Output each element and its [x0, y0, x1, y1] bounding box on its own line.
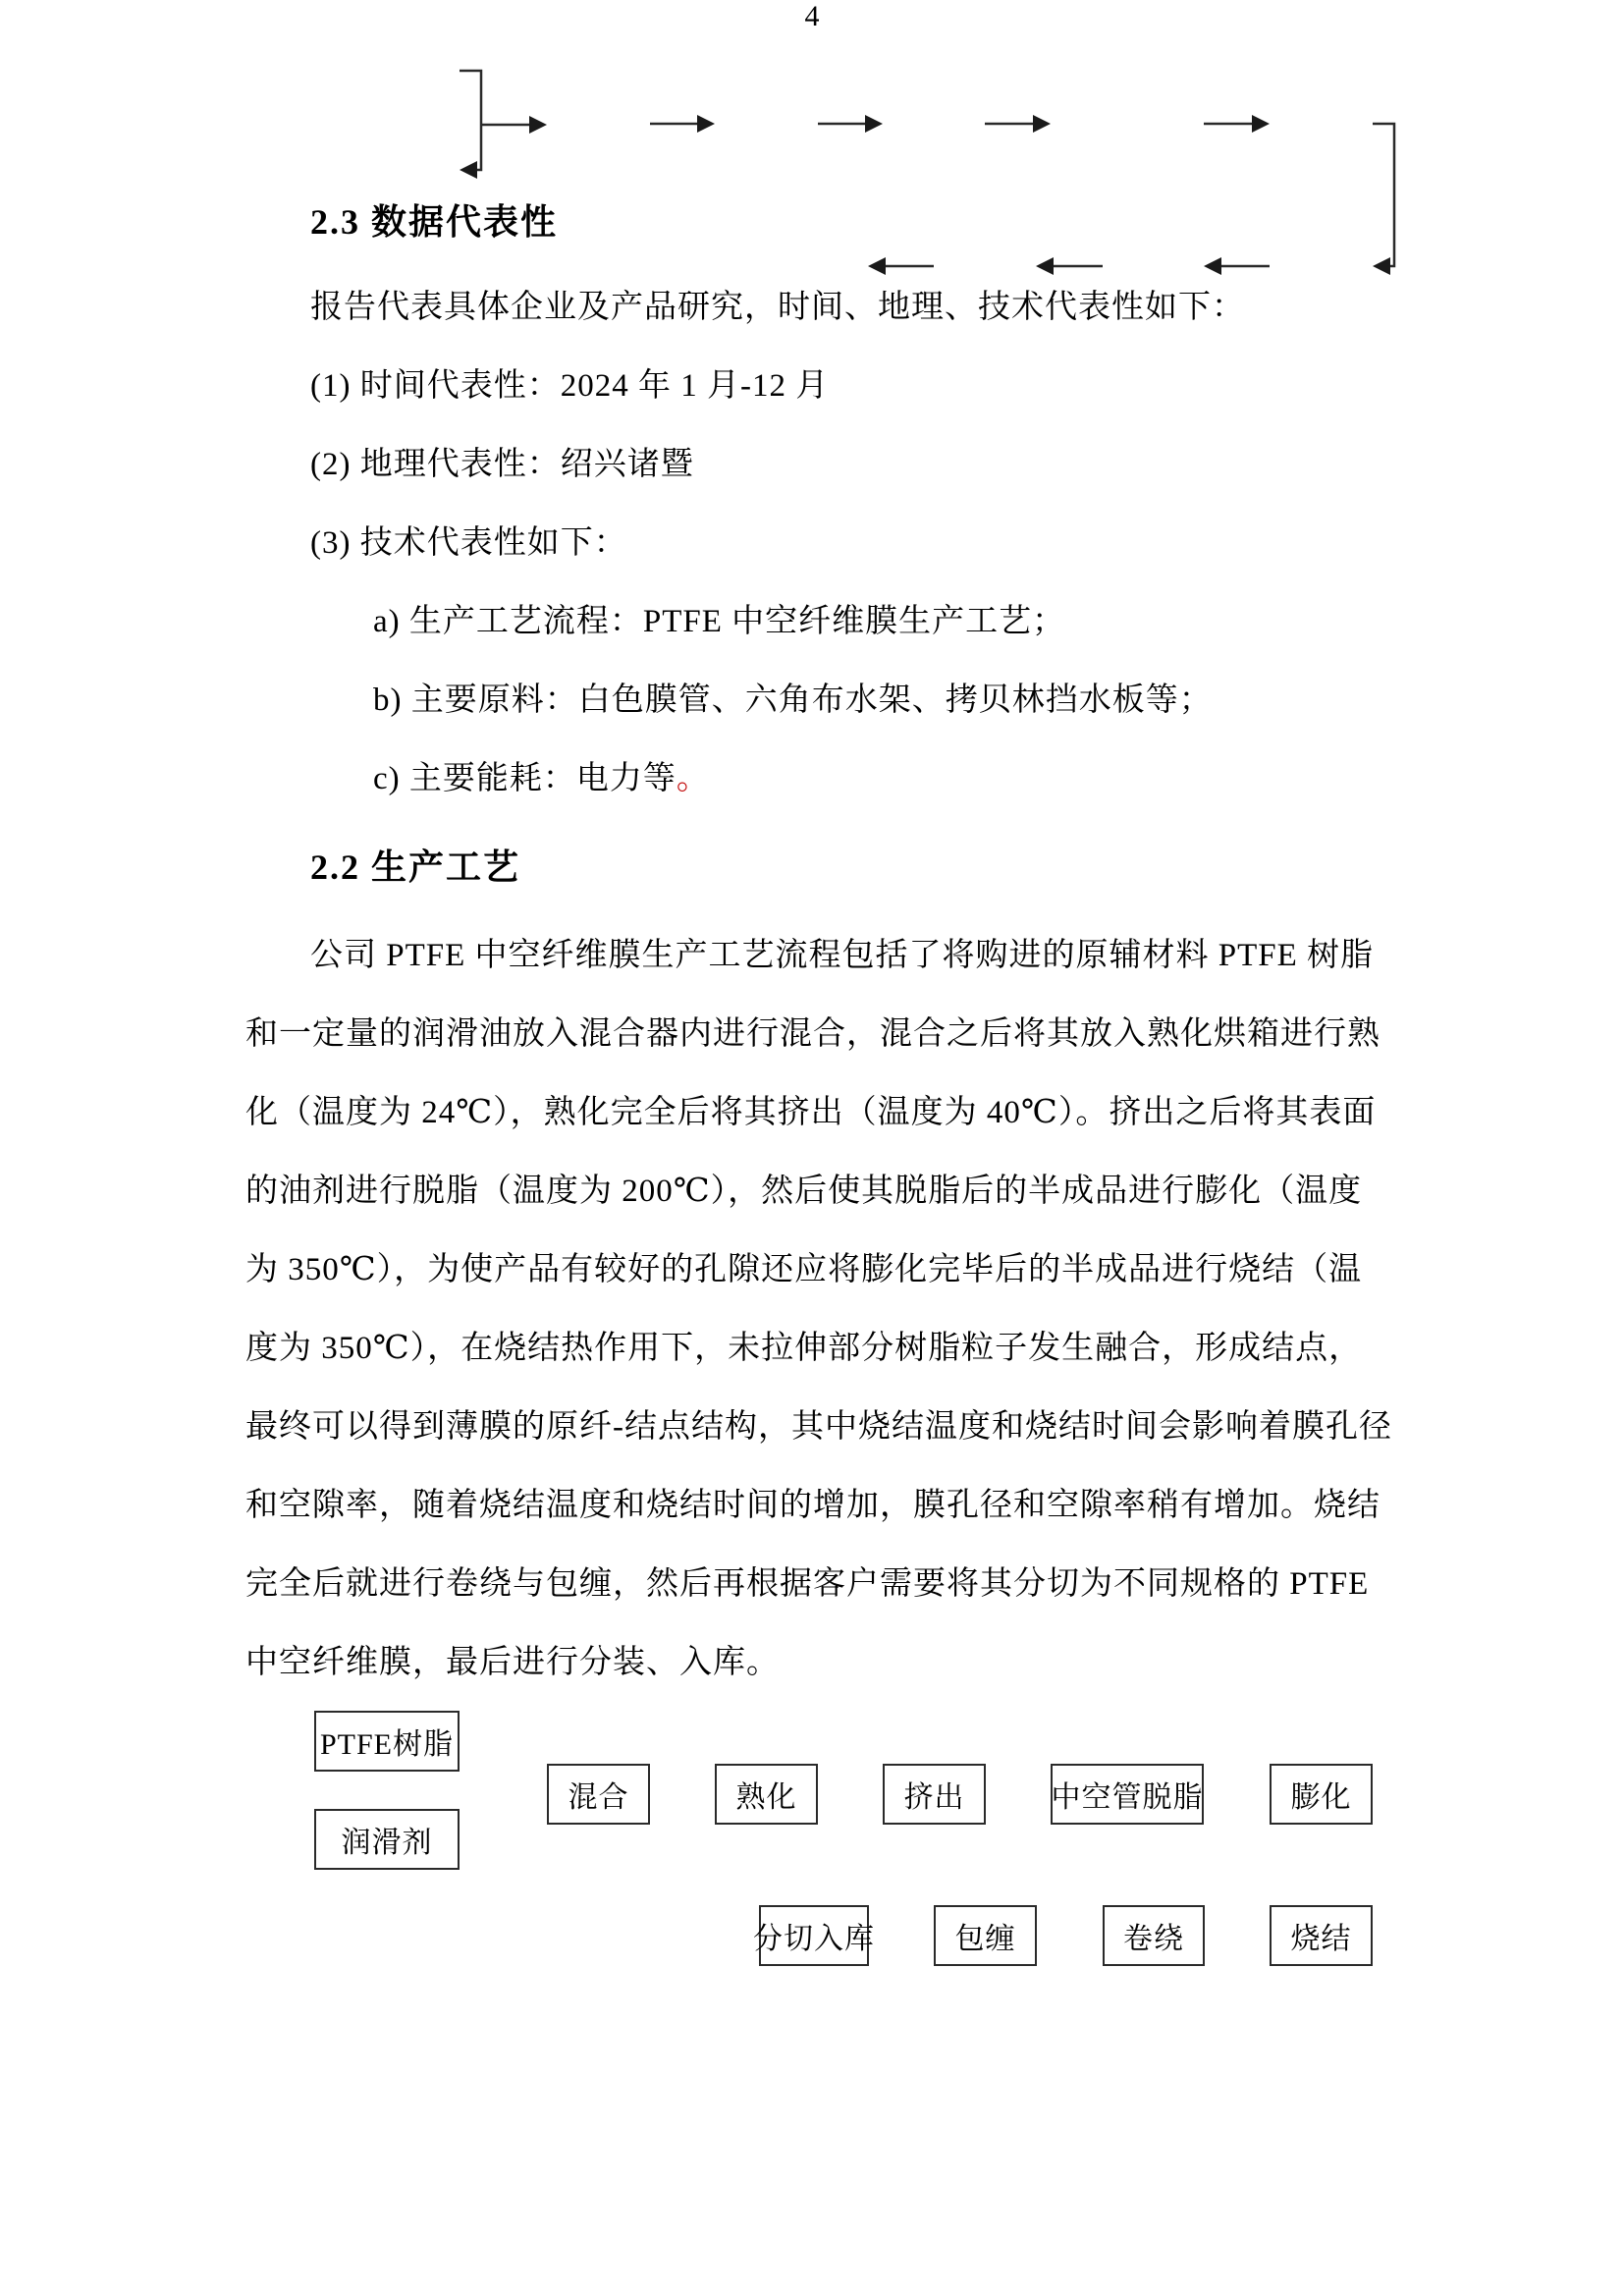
page-number: 4	[804, 0, 820, 32]
arrowhead-to-mixing	[529, 116, 547, 134]
paragraph-line: 和一定量的润滑油放入混合器内进行混合，混合之后将其放入熟化烘箱进行熟	[245, 1016, 1380, 1052]
flow-box-expansion: 膨化	[1270, 1764, 1373, 1825]
arrowhead-to-degreasing	[1033, 115, 1051, 133]
flow-box-sintering: 烧结	[1270, 1905, 1373, 1966]
arrowhead-to-winding	[1204, 257, 1221, 275]
paragraph-line: 中空纤维膜，最后进行分装、入库。	[245, 1645, 780, 1680]
section-2-3-intro: 报告代表具体企业及产品研究，时间、地理、技术代表性如下：	[310, 290, 1245, 325]
paragraph-line: 最终可以得到薄膜的原纤-结点结构，其中烧结温度和烧结时间会影响着膜孔径	[245, 1409, 1392, 1445]
list-item-geography: (2) 地理代表性：绍兴诸暨	[310, 447, 694, 482]
flow-box-degreasing: 中空管脱脂	[1051, 1764, 1204, 1825]
flow-box-wrapping: 包缠	[934, 1905, 1037, 1966]
arrowhead-to-lubricant	[460, 161, 477, 179]
section-2-2-heading: 2.2 生产工艺	[310, 847, 521, 887]
paragraph-line: 完全后就进行卷绕与包缠，然后再根据客户需要将其分切为不同规格的 PTFE	[245, 1566, 1370, 1602]
sub-item-energy-text: c) 主要能耗：电力等	[373, 761, 677, 796]
list-item-time: (1) 时间代表性：2024 年 1 月-12 月	[310, 368, 830, 404]
flow-box-curing: 熟化	[715, 1764, 818, 1825]
flow-box-lubricant: 润滑剂	[314, 1809, 460, 1870]
flow-box-slitting-storage: 分切入库	[759, 1905, 869, 1966]
paragraph-line: 和空隙率，随着烧结温度和烧结时间的增加，膜孔径和空隙率稍有增加。烧结	[245, 1488, 1380, 1523]
paragraph-line: 化（温度为 24℃），熟化完全后将其挤出（温度为 40℃）。挤出之后将其表面	[245, 1095, 1377, 1130]
flowchart-connectors	[0, 0, 1624, 334]
sub-item-materials: b) 主要原料：白色膜管、六角布水架、拷贝林挡水板等；	[373, 683, 1213, 718]
flow-box-extrusion: 挤出	[883, 1764, 986, 1825]
arrowhead-to-expansion	[1252, 115, 1270, 133]
paragraph-line: 为 350℃），为使产品有较好的孔隙还应将膨化完毕后的半成品进行烧结（温	[245, 1252, 1363, 1287]
paragraph-line: 公司 PTFE 中空纤维膜生产工艺流程包括了将购进的原辅材料 PTFE 树脂	[310, 938, 1375, 973]
flow-box-mixing: 混合	[547, 1764, 650, 1825]
section-2-3-heading: 2.3 数据代表性	[310, 202, 559, 242]
flow-box-ptfe-resin: PTFE树脂	[314, 1711, 460, 1772]
paragraph-line: 度为 350℃），在烧结热作用下，未拉伸部分树脂粒子发生融合，形成结点，	[245, 1331, 1363, 1366]
sub-item-process: a) 生产工艺流程：PTFE 中空纤维膜生产工艺；	[373, 604, 1066, 639]
flow-box-winding: 卷绕	[1103, 1905, 1205, 1966]
arrowhead-to-extrusion	[865, 115, 883, 133]
list-item-technology: (3) 技术代表性如下：	[310, 525, 627, 561]
arrowhead-to-curing	[697, 115, 715, 133]
paragraph-line: 的油剂进行脱脂（温度为 200℃），然后使其脱脂后的半成品进行膨化（温度	[245, 1174, 1363, 1209]
arrowhead-to-slitting	[868, 257, 886, 275]
red-correction-period: 。	[676, 761, 710, 796]
arrowhead-to-wrapping	[1036, 257, 1054, 275]
sub-item-energy	[373, 757, 710, 800]
arrowhead-to-sintering	[1373, 257, 1390, 275]
